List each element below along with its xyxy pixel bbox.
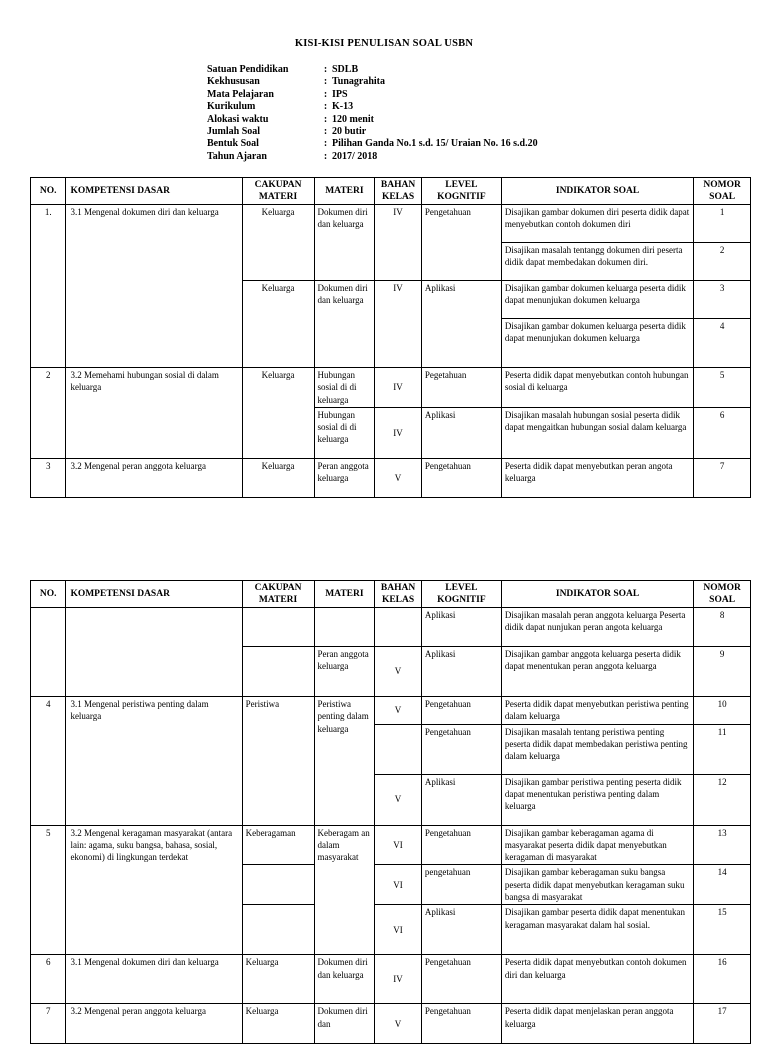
cell-materi: Hubungan sosial di di keluarga: [314, 407, 375, 458]
document-title: KISI-KISI PENULISAN SOAL USBN: [294, 38, 474, 49]
cell-nomor: 15: [694, 905, 751, 955]
meta-row: [207, 126, 538, 138]
header-kompetensi-dasar: KOMPETENSI DASAR: [66, 178, 242, 205]
meta-key: Tahun Ajaran: [207, 150, 267, 162]
cell-materi: [314, 608, 375, 647]
meta-value: IPS: [332, 88, 348, 100]
cell-bahan-kelas: IV: [375, 407, 422, 458]
cell-nomor: 9: [694, 647, 751, 697]
cell-level: Aplikasi: [421, 647, 501, 697]
meta-value: K-13: [332, 101, 354, 113]
cell-nomor: 16: [694, 955, 751, 1004]
cell-indikator: Disajikan gambar anggota keluarga peserta didik dapat menentukan peran anggota keluarga: [501, 647, 693, 697]
header-nomor-soal: NOMOR SOAL: [694, 178, 751, 205]
cell-materi: Hubungan sosial di di keluarga: [314, 368, 375, 408]
cell-nomor: 7: [694, 458, 751, 497]
cell-kompetensi-dasar: 3.2 Memehami hubungan sosial di dalam keluarga: [66, 368, 242, 459]
meta-colon: :: [323, 76, 328, 88]
cell-indikator: Disajikan gambar dokumen keluarga peserta didik dapat menunjukan dokumen keluarga: [501, 281, 693, 319]
kisi-kisi-table-2: [30, 580, 751, 1044]
meta-key: Alokasi waktu: [207, 113, 269, 125]
cell-level: pengetahuan: [421, 865, 501, 905]
cell-level: Pengetahuan: [421, 697, 501, 725]
header-no: NO.: [31, 178, 66, 205]
cell-indikator: Peserta didik dapat menyebutkan contoh dokumen diri dan keluarga: [501, 955, 693, 1004]
cell-nomor: 10: [694, 697, 751, 725]
cell-nomor: 13: [694, 825, 751, 865]
cell-nomor: 11: [694, 724, 751, 774]
cell-level: Aplikasi: [421, 774, 501, 825]
cell-nomor: 14: [694, 865, 751, 905]
meta-row: [207, 76, 538, 88]
cell-bahan-kelas: VI: [375, 865, 422, 905]
cell-materi: Peristiwa penting dalam keluarga: [314, 697, 375, 826]
cell-no: [31, 608, 66, 697]
cell-bahan-kelas: V: [375, 647, 422, 697]
cell-nomor: 3: [694, 281, 751, 319]
table-row: [31, 608, 751, 647]
header-materi: MATERI: [314, 178, 375, 205]
meta-value: Tunagrahita: [332, 76, 385, 88]
meta-row: [207, 151, 538, 163]
cell-kompetensi-dasar: 3.1 Mengenal dokumen diri dan keluarga: [66, 205, 242, 368]
meta-colon: :: [323, 101, 328, 113]
cell-kompetensi-dasar: 3.2 Mengenal peran anggota keluarga: [66, 458, 242, 497]
cell-no: 2: [31, 368, 66, 459]
cell-nomor: 2: [694, 243, 751, 281]
cell-no: 6: [31, 955, 66, 1004]
table-row: [31, 368, 751, 408]
cell-cakupan: Keluarga: [242, 955, 314, 1004]
header-cakupan-materi: CAKUPAN MATERI: [242, 581, 314, 608]
kisi-kisi-table-1: [30, 177, 751, 498]
meta-key: Bentuk Soal: [207, 138, 259, 150]
cell-cakupan: Keberagaman: [242, 825, 314, 865]
cell-indikator: Peserta didik dapat menyebutkan contoh hubungan sosial di keluarga: [501, 368, 693, 408]
meta-colon: :: [323, 150, 328, 162]
meta-colon: :: [323, 125, 328, 137]
cell-bahan-kelas: IV: [375, 281, 422, 368]
cell-level: Aplikasi: [421, 905, 501, 955]
meta-value: 120 menit: [332, 113, 374, 125]
cell-bahan-kelas: IV: [375, 205, 422, 281]
cell-kompetensi-dasar: 3.1 Mengenal dokumen diri dan keluarga: [66, 955, 242, 1004]
table-row: [31, 205, 751, 243]
cell-level: Aplikasi: [421, 407, 501, 458]
header-kompetensi-dasar: KOMPETENSI DASAR: [66, 581, 242, 608]
meta-value: 20 butir: [332, 125, 367, 137]
cell-cakupan: [242, 865, 314, 905]
table-row: [31, 458, 751, 497]
cell-cakupan: Peristiwa: [242, 697, 314, 826]
meta-colon: :: [323, 64, 328, 75]
cell-level: Aplikasi: [421, 608, 501, 647]
cell-nomor: 6: [694, 407, 751, 458]
cell-indikator: Disajikan gambar dokumen keluarga peserta didik dapat menunjukan dokumen keluarga: [501, 319, 693, 368]
cell-indikator: Disajikan masalah peran anggota keluarga Peserta didik dapat nunjukan peran angota keluarga: [501, 608, 693, 647]
cell-kompetensi-dasar: 3.2 Mengenal peran anggota keluarga: [66, 1004, 242, 1044]
cell-no: 4: [31, 697, 66, 826]
cell-kompetensi-dasar: 3.1 Mengenal peristiwa penting dalam keluarga: [66, 697, 242, 826]
cell-indikator: Disajikan gambar peristiwa penting peserta didik dapat menentukan peristiwa penting dalam keluarga: [501, 774, 693, 825]
meta-value: 2017/ 2018: [332, 150, 378, 162]
header-indikator-soal: INDIKATOR SOAL: [501, 581, 693, 608]
cell-bahan-kelas: V: [375, 458, 422, 497]
header-no: NO.: [31, 581, 66, 608]
meta-key: Kekhususan: [207, 76, 260, 88]
cell-no: 3: [31, 458, 66, 497]
cell-materi: Dokumen diri dan: [314, 1004, 375, 1044]
cell-cakupan: [242, 647, 314, 697]
cell-kompetensi-dasar: [66, 608, 242, 697]
table-row: [31, 825, 751, 865]
table-header-row: [31, 581, 751, 608]
header-level-kognitif: LEVEL KOGNITIF: [421, 581, 501, 608]
header-nomor-soal: NOMOR SOAL: [694, 581, 751, 608]
cell-bahan-kelas: V: [375, 774, 422, 825]
meta-row: [207, 138, 538, 150]
meta-colon: :: [323, 88, 328, 100]
cell-bahan-kelas: IV: [375, 368, 422, 408]
header-bahan-kelas: BAHAN KELAS: [375, 581, 422, 608]
cell-bahan-kelas: V: [375, 1004, 422, 1044]
cell-no: 7: [31, 1004, 66, 1044]
cell-level: Pengetahuan: [421, 825, 501, 865]
cell-materi: Dokumen diri dan keluarga: [314, 205, 375, 281]
cell-level: Pengetahuan: [421, 724, 501, 774]
table-header-row: [31, 178, 751, 205]
cell-bahan-kelas: VI: [375, 905, 422, 955]
cell-kompetensi-dasar: 3.2 Mengenal keragaman masyarakat (antara lain: agama, suku bangsa, bahasa, sosial, ekonomi) di lingkungan terdekat: [66, 825, 242, 955]
table-row: [31, 697, 751, 725]
cell-cakupan: Keluarga: [242, 458, 314, 497]
cell-indikator: Disajikan gambar peserta didik dapat menentukan keragaman masyarakat dalam hal sosial.: [501, 905, 693, 955]
cell-level: Pegetahuan: [421, 368, 501, 408]
cell-bahan-kelas: V: [375, 697, 422, 725]
cell-cakupan: Keluarga: [242, 368, 314, 459]
cell-materi: Peran anggota keluarga: [314, 458, 375, 497]
cell-indikator: Peserta didik dapat menyebutkan peristiwa penting dalam keluarga: [501, 697, 693, 725]
meta-value: Pilihan Ganda No.1 s.d. 15/ Uraian No. 16 s.d.20: [332, 138, 538, 150]
meta-row: [207, 89, 538, 101]
meta-key: Jumlah Soal: [207, 125, 261, 137]
cell-nomor: 8: [694, 608, 751, 647]
cell-indikator: Disajikan masalah tentangg dokumen diri peserta didik dapat membedakan dokumen diri.: [501, 243, 693, 281]
header-materi: MATERI: [314, 581, 375, 608]
cell-bahan-kelas: [375, 608, 422, 647]
header-bahan-kelas: BAHAN KELAS: [375, 178, 422, 205]
cell-level: Aplikasi: [421, 281, 501, 368]
cell-indikator: Peserta didik dapat menjelaskan peran anggota keluarga: [501, 1004, 693, 1044]
cell-indikator: Disajikan masalah tentang peristiwa penting peserta didik dapat membedakan peristiwa penting dalam keluarga: [501, 724, 693, 774]
cell-cakupan: Keluarga: [242, 1004, 314, 1044]
document-meta: [207, 64, 538, 163]
cell-indikator: Peserta didik dapat menyebutkan peran angota keluarga: [501, 458, 693, 497]
cell-level: Pengetahuan: [421, 458, 501, 497]
header-cakupan-materi: CAKUPAN MATERI: [242, 178, 314, 205]
cell-indikator: Disajikan gambar dokumen diri peserta didik dapat menyebutkan contoh dokumen diri: [501, 205, 693, 243]
meta-key: Satuan Pendidikan: [207, 64, 289, 75]
cell-nomor: 12: [694, 774, 751, 825]
cell-materi: Dokumen diri dan keluarga: [314, 955, 375, 1004]
meta-colon: :: [323, 138, 328, 150]
cell-nomor: 4: [694, 319, 751, 368]
meta-row: [207, 114, 538, 126]
cell-nomor: 5: [694, 368, 751, 408]
cell-bahan-kelas: IV: [375, 955, 422, 1004]
cell-no: 1.: [31, 205, 66, 368]
meta-key: Mata Pelajaran: [207, 88, 274, 100]
cell-level: Pengetahuan: [421, 955, 501, 1004]
cell-cakupan: Keluarga: [242, 205, 314, 281]
cell-nomor: 1: [694, 205, 751, 243]
cell-materi: Dokumen diri dan keluarga: [314, 281, 375, 368]
cell-cakupan: [242, 608, 314, 647]
meta-key: Kurikulum: [207, 101, 256, 113]
cell-indikator: Disajikan gambar keberagaman agama di masyarakat peserta didik dapat menyebutkan keragaman di masyarakat: [501, 825, 693, 865]
cell-cakupan: [242, 905, 314, 955]
cell-level: Pengetahuan: [421, 205, 501, 281]
meta-row: [207, 64, 538, 76]
cell-materi: Keberagam an dalam masyarakat: [314, 825, 375, 955]
cell-level: Pengetahuan: [421, 1004, 501, 1044]
meta-value: SDLB: [332, 64, 359, 75]
cell-materi: Peran anggota keluarga: [314, 647, 375, 697]
cell-nomor: 17: [694, 1004, 751, 1044]
header-indikator-soal: INDIKATOR SOAL: [501, 178, 693, 205]
meta-row: [207, 101, 538, 113]
cell-indikator: Disajikan masalah hubungan sosial peserta didik dapat mengaitkan hubungan sosial dalam keluarga: [501, 407, 693, 458]
cell-no: 5: [31, 825, 66, 955]
cell-bahan-kelas: [375, 724, 422, 774]
table-row: [31, 955, 751, 1004]
meta-colon: :: [323, 113, 328, 125]
cell-indikator: Disajikan gambar keberagaman suku bangsa peserta didik dapat menyebutkan keragaman suku bangsa di masyarakat: [501, 865, 693, 905]
header-level-kognitif: LEVEL KOGNITIF: [421, 178, 501, 205]
cell-cakupan: Keluarga: [242, 281, 314, 368]
cell-bahan-kelas: VI: [375, 825, 422, 865]
